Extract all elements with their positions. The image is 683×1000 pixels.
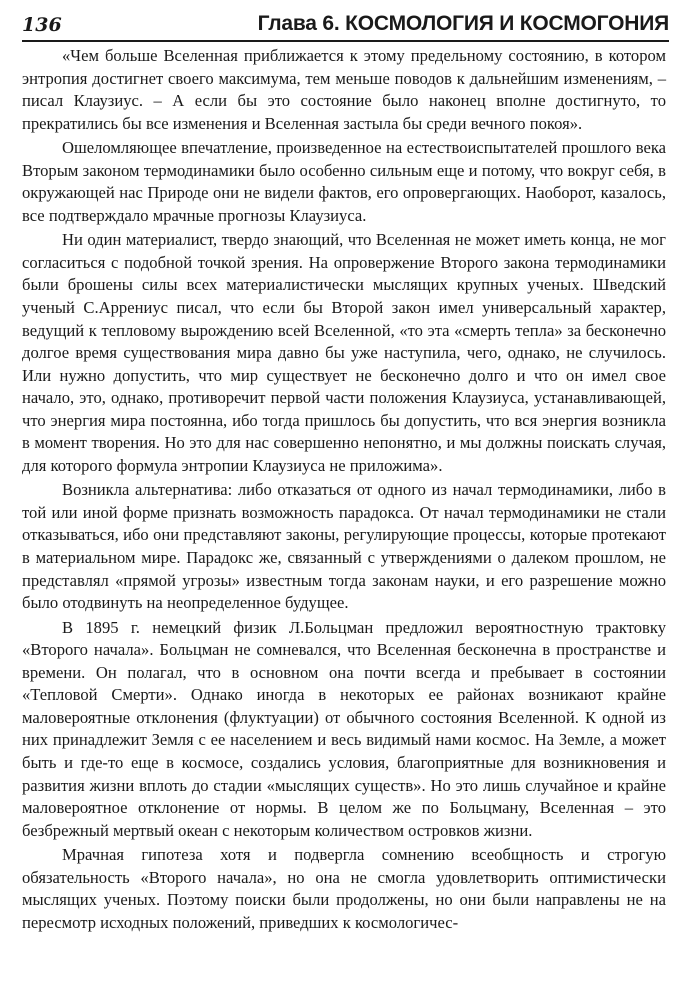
paragraph-clausius-quote: «Чем больше Вселенная приближается к этому предельному состоянию, в котором энтропия достигнет своего максимума, тем меньше поводов к дальнейшим изменениям, – писал Клаузиус. – А если бы это состояние было наконец вполне достигнуто, то прекратились бы все изменения и Вселенная застыла бы среди вечного покоя».: [22, 46, 666, 133]
chapter-title: Глава 6. КОСМОЛОГИЯ И КОСМОГОНИЯ: [257, 12, 669, 35]
paragraph-second-law-impression: Ошеломляющее впечатление, произведенное на естествоиспытателей прошлого века Вторым законом термодинамики было особенно сильным еще и потому, что вокруг себя, в окружающей нас Природе они не видели фактов, его опровергающих. Наоборот, казалось, все подтверждало мрачные прогнозы Клаузиуса.: [22, 138, 666, 225]
paragraph-arrhenius: Ни один материалист, твердо знающий, что Вселенная не может иметь конца, не мог согласиться с подобной точкой зрения. На опровержение Второго закона термодинамики были брошены силы всех материалистически мыслящих крупных ученых. Шведский ученый С.Аррениус писал, что если бы Второй закон имел универсальный характер, ведущий к тепловому вырождению всей Вселенной, «то эта «смерть тепла» за бесконечно долгое время существования мира давно бы уже наступила, чего, однако, не случилось. Или нужно допустить, что мир существует не бесконечно долго и что он имел свое начало, это, однако, противоречит первой части положения Клаузиуса, устанавливающей, что энергия мира постоянна, ибо тогда пришлось бы допустить, что вся энергия возникла в момент творения. Но это для нас совершенно непонятно, и мы должны поискать случая, для которого формула энтропии Клаузиуса не приложима».: [22, 230, 666, 475]
paragraph-boltzmann: В 1895 г. немецкий физик Л.Больцман предложил вероятностную трактовку «Второго начала». Больцман не сомневался, что Вселенная бесконечна в пространстве и времени. Он полагал, что в основном она почти всегда и пребывает в состоянии «Тепловой Смерти». Однако иногда в некоторых ее районах возникают крайне маловероятные отклонения (флуктуации) от обычного состояния Вселенной. К одной из них принадлежит Земля с ее населением и весь видимый нами космос. На Земле, а может быть и где-то еще в космосе, создались условия, благоприятные для возникновения и развития жизни вплоть до стадии «мыслящих существ». Но это лишь случайное и крайне маловероятное отклонение от нормы. В целом же по Больцману, Вселенная – это безбрежный мертвый океан с некоторым количеством островков жизни.: [22, 617, 666, 840]
body-text: [22, 45, 666, 936]
paragraph-alternative: Возникла альтернатива: либо отказаться от одного из начал термодинамики, либо в той или иной форме признать возможность парадокса. От начал термодинамики не стали отказываться, ибо они представляют законы, регулирующие процессы, которые протекают в материальном мире. Парадокс же, связанный с утверждениями о далеком прошлом, не представлял «прямой угрозы» известным тогда законам науки, и его разрешение можно было отодвинуть на неопределенное будущее.: [22, 480, 666, 613]
page-number: 136: [22, 14, 62, 36]
paragraph-gloomy-hypothesis: Мрачная гипотеза хотя и подвергла сомнению всеобщность и строгую обязательность «Второго начала», но она не смогла удовлетворить оптимистически мыслящих ученых. Поэтому поиски были продолжены, но они были направлены не на пересмотр исходных положений, приведших к космологичес-: [22, 845, 666, 932]
page-header: [22, 10, 669, 42]
